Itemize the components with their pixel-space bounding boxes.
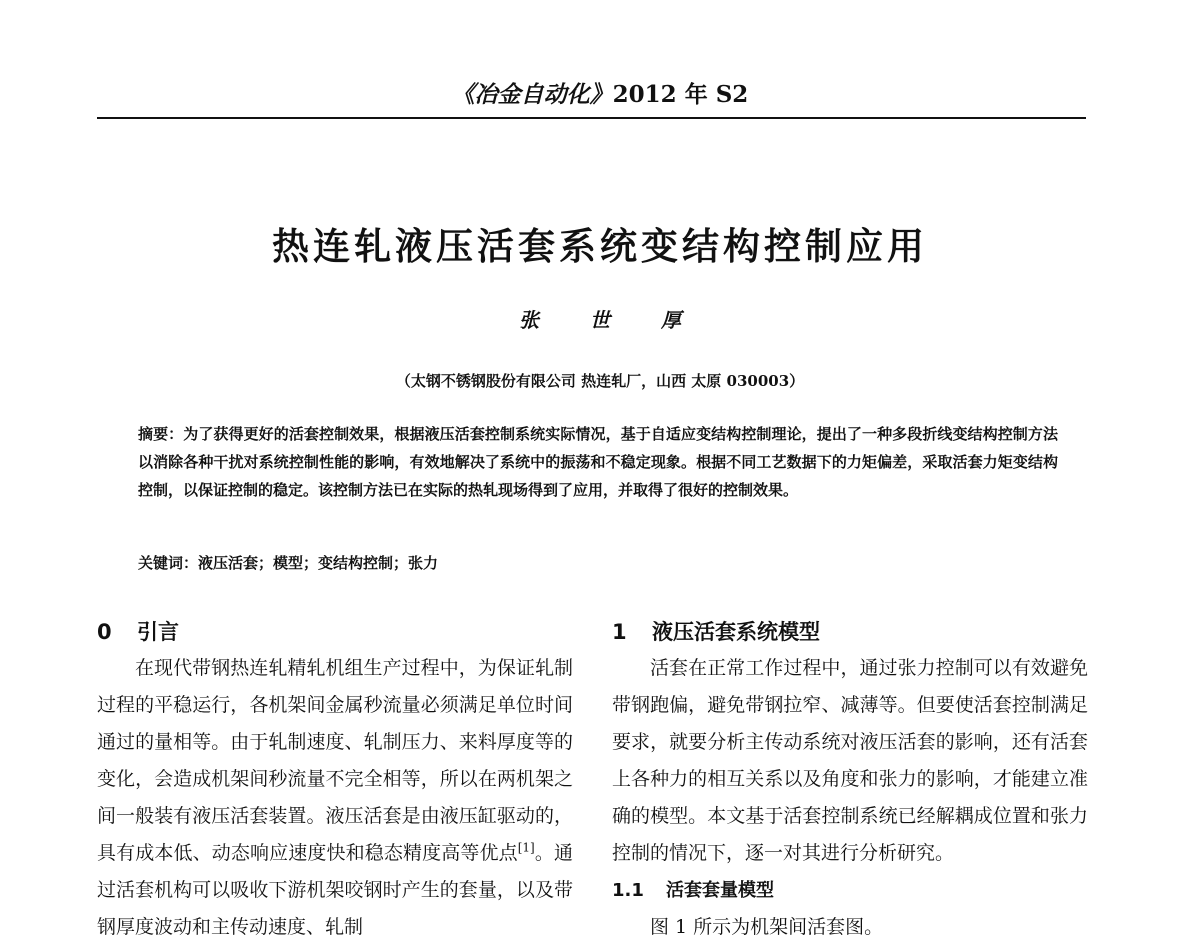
subsection-1-1-heading [612, 872, 1088, 909]
author: 张 世 厚 [519, 308, 703, 332]
left-column [97, 614, 573, 946]
subsection-1-1-paragraph: 图 1 所示为机架间活套图。 [650, 916, 884, 938]
subsection-1-1-number: 1.1 [612, 880, 644, 901]
section-1-title: 液压活套系统模型 [652, 620, 820, 644]
keywords-text: 液压活套；模型；变结构控制；张力 [198, 554, 439, 572]
affiliation: （太钢不锈钢股份有限公司 热连轧厂，山西 太原 030003） [395, 372, 805, 390]
section-0-text-b: 。通过活套机构可以吸收下游机架咬钢时产生的套量，以及带钢厚度波动和主传动速度、轧制 [97, 842, 573, 938]
section-0-heading [97, 614, 573, 650]
section-0-title: 引言 [137, 620, 179, 644]
right-column [612, 614, 1088, 946]
section-1-heading [612, 614, 1088, 650]
abstract-text: 为了获得更好的活套控制效果，根据液压活套控制系统实际情况，基于自适应变结构控制理论，提出了一种多段折线变结构控制方法以消除各种干扰对系统控制性能的影响，有效地解决了系统中的振荡和不稳定现象。根据不同工艺数据下的力矩偏差，采取活套力矩变结构控制，以保证控制的稳定。该控制方法已在实际的热轧现场得到了应用，并取得了很好的控制效果。 [138, 425, 1058, 499]
section-0-paragraph [97, 650, 573, 946]
keywords [138, 550, 1058, 576]
journal-header [0, 76, 1200, 109]
journal-issue: 2012 年 S2 [612, 81, 749, 108]
section-0-number: 0 [97, 620, 112, 644]
section-0-text-a: 在现代带钢热连轧精轧机组生产过程中，为保证轧制过程的平稳运行，各机架间金属秒流量必须满足单位时间通过的量相等。由于轧制速度、轧制压力、来料厚度等的变化，会造成机架间秒流量不完全相等，所以在两机架之间一般装有液压活套装置。液压活套是由液压缸驱动的，具有成本低、动态响应速度快和稳态精度高等优点 [97, 657, 573, 864]
section-1-number: 1 [612, 620, 627, 644]
header-rule [97, 117, 1086, 119]
citation-1: [1] [517, 840, 535, 855]
paper-title: 热连轧液压活套系统变结构控制应用 [272, 225, 928, 268]
subsection-1-1-title: 活套套量模型 [666, 880, 774, 901]
keywords-label: 关键词： [138, 554, 199, 572]
section-1-paragraph: 活套在正常工作过程中，通过张力控制可以有效避免带钢跑偏，避免带钢拉窄、减薄等。但要使活套控制满足要求，就要分析主传动系统对液压活套的影响，还有活套上各种力的相互关系以及角度和张力的影响，才能建立准确的模型。本文基于活套控制系统已经解耦成位置和张力控制的情况下，逐一对其进行分析研究。 [612, 657, 1088, 864]
journal-name: 《冶金自动化》 [451, 81, 613, 108]
abstract [138, 420, 1058, 504]
abstract-label: 摘要： [138, 425, 184, 443]
